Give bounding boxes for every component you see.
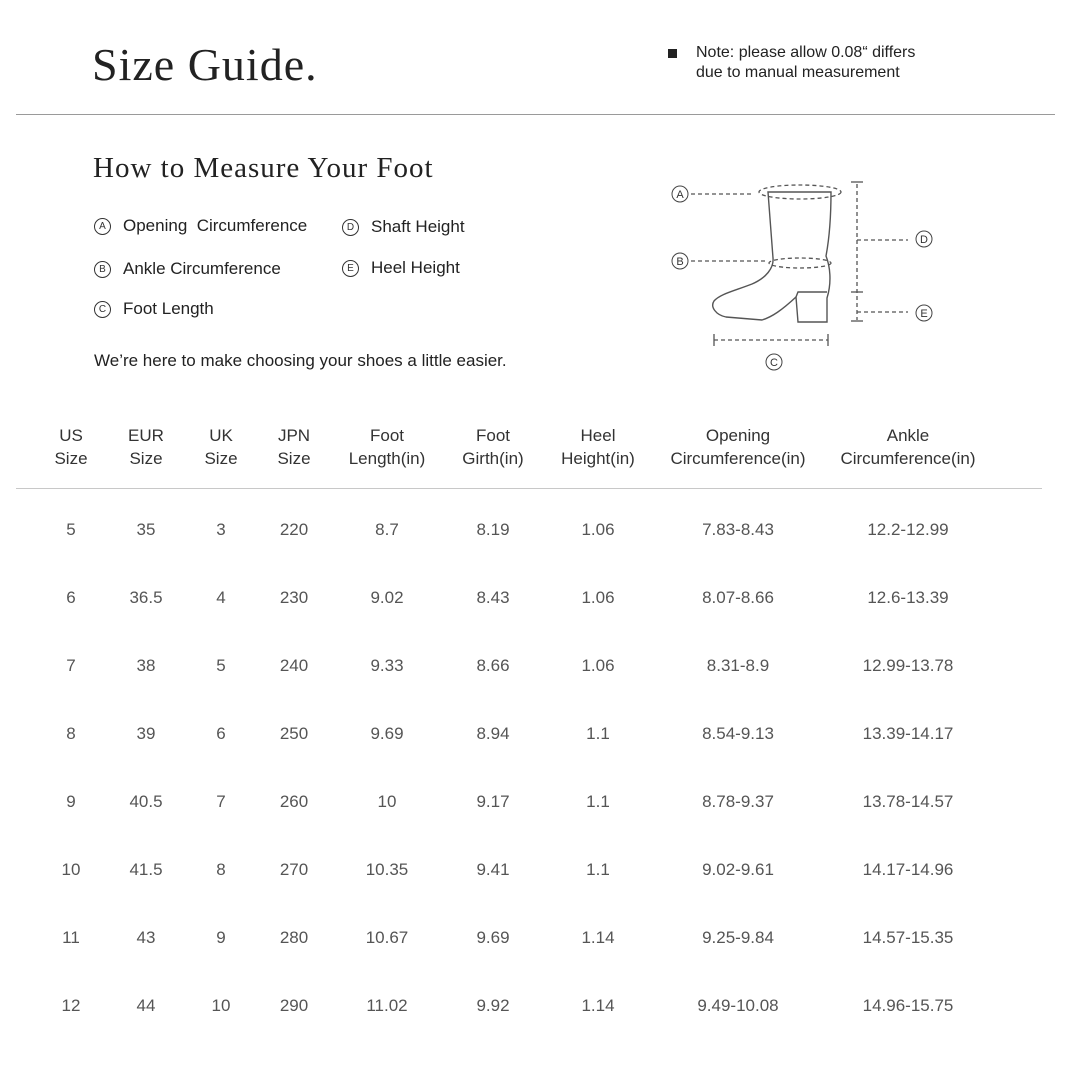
table-body [16, 489, 1042, 1033]
note-line-2: due to manual measurement [696, 64, 900, 81]
table-cell: 8.78-9.37 [702, 792, 774, 811]
table-cell: 250 [279, 724, 309, 743]
boot-diagram [660, 170, 950, 380]
legend-item-foot-length [94, 299, 214, 319]
legend-label: Shaft Height [371, 217, 465, 236]
measurement-note [668, 43, 968, 83]
col-opening-circumference-header: Opening Circumference(in) [670, 426, 806, 468]
table-cell: 270 [279, 860, 309, 879]
table-row [16, 761, 1042, 829]
table-cell: 8.54-9.13 [702, 724, 774, 743]
table-cell: 14.17-14.96 [862, 860, 954, 879]
table-cell: 1.1 [586, 860, 610, 879]
diagram-label-e: E [920, 308, 928, 320]
table-cell: 9.69 [370, 724, 404, 743]
table-cell: 290 [279, 996, 309, 1015]
legend-item-shaft-height [342, 217, 465, 237]
table-cell: 13.39-14.17 [862, 724, 954, 743]
square-bullet-icon [668, 49, 677, 58]
diagram-label-c: C [770, 357, 778, 369]
table-cell: 8 [216, 860, 226, 879]
col-foot-length-header: Foot Length(in) [348, 426, 426, 468]
table-cell: 10 [61, 860, 81, 879]
table-cell: 9.02-9.61 [702, 860, 774, 879]
table-cell: 12.2-12.99 [867, 520, 949, 539]
table-cell: 5 [216, 656, 226, 675]
table-cell: 1.06 [581, 520, 615, 539]
table-row [16, 489, 1042, 557]
table-cell: 8.07-8.66 [702, 588, 774, 607]
legend-label: Ankle Circumference [123, 259, 281, 278]
table-row [16, 829, 1042, 897]
table-cell: 9.17 [476, 792, 510, 811]
table-row [16, 625, 1042, 693]
table-cell: 39 [136, 724, 156, 743]
table-cell: 41.5 [129, 860, 163, 879]
table-cell: 8.94 [476, 724, 510, 743]
legend-item-opening [94, 216, 307, 236]
table-cell: 8.66 [476, 656, 510, 675]
page-title: Size Guide. [92, 39, 318, 90]
table-cell: 10 [211, 996, 231, 1015]
table-cell: 240 [279, 656, 309, 675]
table-cell: 1.1 [586, 792, 610, 811]
col-us-size-header: US Size [54, 426, 88, 468]
size-table [16, 420, 1042, 1033]
table-row [16, 897, 1042, 965]
table-cell: 1.14 [581, 928, 615, 947]
legend-label: Foot Length [123, 299, 214, 318]
col-foot-girth-header: Foot Girth(in) [462, 426, 524, 468]
tagline: We’re here to make choosing your shoes a little easier. [94, 351, 507, 370]
ankle-ellipse [769, 258, 831, 268]
table-cell: 1.1 [586, 724, 610, 743]
table-cell: 43 [136, 928, 156, 947]
table-row [16, 557, 1042, 625]
table-cell: 9 [216, 928, 226, 947]
legend-label: Opening Circumference [123, 216, 308, 235]
table-cell: 6 [66, 588, 76, 607]
table-cell: 8.19 [476, 520, 510, 539]
table-cell: 13.78-14.57 [862, 792, 954, 811]
table-cell: 9.92 [476, 996, 510, 1015]
table-cell: 12.6-13.39 [867, 588, 949, 607]
table-cell: 14.96-15.75 [862, 996, 954, 1015]
table-cell: 10.67 [365, 928, 409, 947]
table-cell: 8 [66, 724, 76, 743]
table-cell: 40.5 [129, 792, 163, 811]
table-cell: 3 [216, 520, 226, 539]
table-cell: 44 [136, 996, 156, 1015]
table-cell: 9.25-9.84 [702, 928, 774, 947]
table-cell: 7 [216, 792, 226, 811]
diagram-label-a: A [676, 189, 684, 201]
table-cell: 5 [66, 520, 76, 539]
table-cell: 7.83-8.43 [702, 520, 774, 539]
table-cell: 6 [216, 724, 226, 743]
table-cell: 1.14 [581, 996, 615, 1015]
table-cell: 9.49-10.08 [697, 996, 779, 1015]
legend-item-ankle [94, 259, 281, 279]
col-uk-size-header: UK Size [204, 426, 238, 468]
table-cell: 230 [279, 588, 309, 607]
diagram-label-d: D [920, 234, 928, 246]
measure-subtitle: How to Measure Your Foot [93, 152, 434, 184]
table-cell: 4 [216, 588, 226, 607]
table-cell: 8.7 [375, 520, 399, 539]
letter-c-icon: C [94, 301, 111, 318]
table-row [16, 693, 1042, 761]
col-heel-height-header: Heel Height(in) [561, 426, 635, 468]
table-cell: 35 [136, 520, 156, 539]
table-cell: 9.69 [476, 928, 510, 947]
col-eur-size-header: EUR Size [128, 426, 164, 468]
legend-label: Heel Height [371, 258, 460, 277]
table-cell: 9 [66, 792, 76, 811]
table-cell: 36.5 [129, 588, 163, 607]
legend-item-heel-height [342, 258, 460, 278]
letter-b-icon: B [94, 261, 111, 278]
table-cell: 220 [279, 520, 309, 539]
table-cell: 9.02 [370, 588, 404, 607]
table-cell: 1.06 [581, 588, 615, 607]
table-header [16, 420, 1042, 489]
col-ankle-circumference-header: Ankle Circumference(in) [840, 426, 976, 468]
table-cell: 8.31-8.9 [706, 656, 770, 675]
table-cell: 1.06 [581, 656, 615, 675]
table-cell: 14.57-15.35 [862, 928, 954, 947]
table-cell: 12 [61, 996, 81, 1015]
letter-a-icon: A [94, 218, 111, 235]
table-cell: 260 [279, 792, 309, 811]
table-cell: 11 [62, 928, 80, 947]
table-cell: 11.02 [366, 996, 408, 1015]
boot-outline [713, 192, 831, 322]
letter-d-icon: D [342, 219, 359, 236]
table-cell: 10.35 [365, 860, 409, 879]
header-divider [16, 114, 1055, 115]
table-cell: 12.99-13.78 [862, 656, 954, 675]
table-row [16, 965, 1042, 1033]
note-line-1: Note: please allow 0.08“ differs [696, 44, 916, 61]
heel-detail [796, 292, 827, 297]
table-cell: 280 [279, 928, 309, 947]
table-cell: 9.41 [476, 860, 510, 879]
table-cell: 10 [377, 792, 397, 811]
table-cell: 38 [136, 656, 156, 675]
table-cell: 8.43 [476, 588, 510, 607]
table-cell: 7 [66, 656, 76, 675]
col-jpn-size-header: JPN Size [277, 426, 311, 468]
diagram-label-b: B [676, 256, 684, 268]
table-cell: 9.33 [370, 656, 404, 675]
letter-e-icon: E [342, 260, 359, 277]
